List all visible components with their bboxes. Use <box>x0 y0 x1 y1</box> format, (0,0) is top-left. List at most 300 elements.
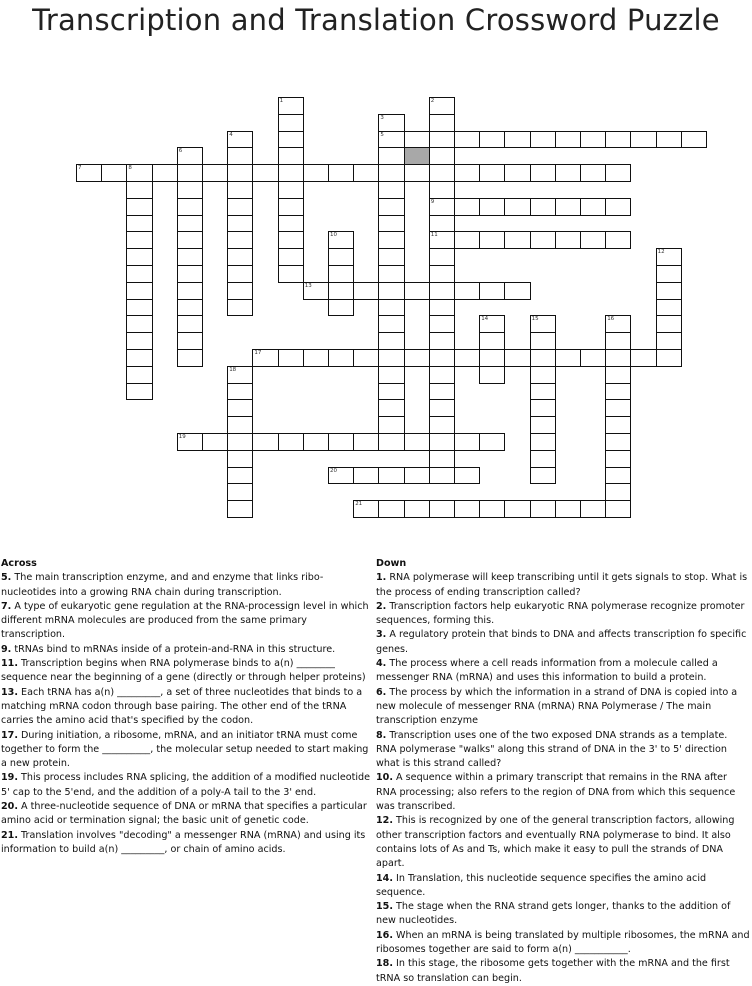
grid-cell[interactable] <box>303 164 329 182</box>
grid-cell[interactable] <box>479 282 505 300</box>
grid-cell[interactable] <box>378 500 404 518</box>
grid-cell[interactable] <box>378 198 404 216</box>
grid-cell[interactable] <box>404 164 430 182</box>
grid-cell[interactable] <box>404 433 430 451</box>
clue-text: This process includes RNA splicing, the addition of a modified nucleotide 5' cap to the 5'end, and the addition of a poly-A tail to the 3' end. <box>1 772 371 798</box>
grid-cell[interactable] <box>227 383 253 401</box>
grid-cell[interactable] <box>605 450 631 468</box>
clue-text: A sequence within a primary transcript that remains in the RNA after RNA processing; also refers to the region of DNA from which this sequence was transcribed. <box>376 772 736 813</box>
grid-cell[interactable] <box>479 349 505 367</box>
grid-cell[interactable] <box>126 299 152 317</box>
grid-cell[interactable] <box>303 282 329 300</box>
grid-cell[interactable] <box>126 282 152 300</box>
clue-text: When an mRNA is being translated by multiple ribosomes, the mRNA and ribosomes together are said to form a(n) ___________. <box>376 929 750 956</box>
clue-text: A three-nucleotide sequence of DNA or mRNA that specifies a particular amino acid or termination signal; the basic unit of genetic code. <box>1 801 367 827</box>
grid-cell[interactable] <box>278 147 304 165</box>
across-clue-list <box>1 571 373 857</box>
grid-cell[interactable] <box>429 231 455 249</box>
down-clue <box>376 929 750 958</box>
grid-cell[interactable] <box>378 467 404 485</box>
grid-cell[interactable] <box>252 164 278 182</box>
grid-cell[interactable] <box>303 349 329 367</box>
clue-number: 5 <box>380 131 384 138</box>
grid-cell[interactable] <box>227 500 253 518</box>
grid-cell[interactable] <box>479 366 505 384</box>
grid-cell[interactable] <box>227 399 253 417</box>
grid-cell[interactable] <box>605 483 631 501</box>
grid-cell[interactable] <box>555 500 581 518</box>
grid-cell[interactable] <box>378 131 404 149</box>
grid-cell[interactable] <box>656 131 682 149</box>
grid-cell[interactable] <box>378 366 404 384</box>
grid-cell[interactable] <box>681 131 707 149</box>
grid-cell[interactable] <box>605 433 631 451</box>
clue-number: 12. <box>376 815 393 827</box>
down-clue <box>376 571 750 600</box>
grid-cell[interactable] <box>177 433 203 451</box>
grid-cell[interactable] <box>126 198 152 216</box>
clue-number: 15 <box>531 316 539 323</box>
grid-cell[interactable] <box>378 416 404 434</box>
grid-cell[interactable] <box>227 416 253 434</box>
grid-cell[interactable] <box>555 131 581 149</box>
clue-number: 1. <box>376 572 387 584</box>
grid-cell[interactable] <box>152 164 178 182</box>
grid-cell[interactable] <box>378 299 404 317</box>
grid-cell[interactable] <box>429 198 455 216</box>
grid-cell[interactable] <box>177 265 203 283</box>
grid-cell[interactable] <box>429 164 455 182</box>
grid-cell[interactable] <box>177 315 203 333</box>
grid-cell[interactable] <box>530 164 556 182</box>
grid-cell[interactable] <box>429 181 455 199</box>
grid-cell[interactable] <box>605 383 631 401</box>
grid-cell[interactable] <box>227 299 253 317</box>
grid-cell[interactable] <box>353 282 379 300</box>
grid-cell[interactable] <box>580 231 606 249</box>
clue-number: 3 <box>380 114 384 121</box>
grid-cell[interactable] <box>378 265 404 283</box>
grid-cell[interactable] <box>429 147 455 165</box>
grid-cell[interactable] <box>605 349 631 367</box>
clue-number: 13. <box>1 686 18 698</box>
grid-cell[interactable] <box>479 433 505 451</box>
clue-number: 10. <box>376 772 393 784</box>
clue-number: 14. <box>376 872 393 884</box>
grid-cell[interactable] <box>227 164 253 182</box>
clue-number: 14 <box>481 316 489 323</box>
across-clue <box>1 571 373 600</box>
grid-cell[interactable] <box>656 315 682 333</box>
grid-cell[interactable] <box>278 248 304 266</box>
grid-cell[interactable] <box>328 231 354 249</box>
grid-cell[interactable] <box>605 131 631 149</box>
down-clue <box>376 900 750 929</box>
grid-cell[interactable] <box>353 467 379 485</box>
grid-cell[interactable] <box>656 299 682 317</box>
grid-cell[interactable] <box>378 315 404 333</box>
across-clue <box>1 657 373 686</box>
grid-cell[interactable] <box>328 282 354 300</box>
grid-cell[interactable] <box>252 349 278 367</box>
grid-cell[interactable] <box>378 215 404 233</box>
grid-cell[interactable] <box>126 366 152 384</box>
down-clue <box>376 872 750 901</box>
clue-number: 2 <box>430 98 435 104</box>
grid-cell[interactable] <box>454 231 480 249</box>
clue-number: 17 <box>254 350 262 356</box>
clue-number: 9. <box>1 643 12 655</box>
down-clue <box>376 600 750 629</box>
grid-cell[interactable] <box>227 131 253 149</box>
grid-cell[interactable] <box>227 483 253 501</box>
grid-cell[interactable] <box>328 265 354 283</box>
grid-cell[interactable] <box>227 147 253 165</box>
grid-cell[interactable] <box>404 467 430 485</box>
grid-cell[interactable] <box>429 366 455 384</box>
grid-cell[interactable] <box>278 181 304 199</box>
grid-cell[interactable] <box>126 349 152 367</box>
clue-number: 21. <box>1 829 18 841</box>
grid-cell[interactable] <box>278 198 304 216</box>
grid-cell[interactable] <box>530 500 556 518</box>
clue-number: 11. <box>1 658 18 670</box>
clue-text: RNA polymerase will keep transcribing until it gets signals to stop. What is the process of ending transcription called? <box>376 572 748 598</box>
down-clue-list <box>376 571 750 986</box>
grid-cell[interactable] <box>605 164 631 182</box>
grid-cell[interactable] <box>177 231 203 249</box>
grid-cell[interactable] <box>605 315 631 333</box>
grid-cell[interactable] <box>278 164 304 182</box>
grid-cell[interactable] <box>479 231 505 249</box>
grid-cell[interactable] <box>429 349 455 367</box>
grid-cell[interactable] <box>429 215 455 233</box>
grid-cell[interactable] <box>177 198 203 216</box>
grid-cell[interactable] <box>454 349 480 367</box>
grid-cell[interactable] <box>328 349 354 367</box>
clue-number: 6 <box>178 148 183 155</box>
grid-cell[interactable] <box>429 131 455 149</box>
clue-number: 3. <box>376 629 387 641</box>
grid-cell[interactable] <box>504 349 530 367</box>
grid-cell[interactable] <box>227 282 253 300</box>
grid-cell[interactable] <box>454 198 480 216</box>
clue-text: Transcription begins when RNA polymerase binds to a(n) ________ sequence near the beginning of a gene (directly or through helper proteins) <box>1 658 366 684</box>
grid-cell[interactable] <box>504 500 530 518</box>
grid-cell[interactable] <box>353 433 379 451</box>
grid-cell[interactable] <box>454 282 480 300</box>
grid-cell[interactable] <box>328 164 354 182</box>
across-clues <box>1 557 373 857</box>
grid-cell[interactable] <box>227 248 253 266</box>
down-clue <box>376 729 750 772</box>
grid-cell[interactable] <box>227 231 253 249</box>
grid-cell[interactable] <box>555 349 581 367</box>
clue-number: 9 <box>430 198 435 205</box>
grid-cell[interactable] <box>429 416 455 434</box>
grid-cell[interactable] <box>378 282 404 300</box>
grid-cell[interactable] <box>429 500 455 518</box>
grid-cell[interactable] <box>479 164 505 182</box>
grid-cell[interactable] <box>177 349 203 367</box>
grid-cell[interactable] <box>530 433 556 451</box>
grid-cell[interactable] <box>429 383 455 401</box>
grid-cell[interactable] <box>177 181 203 199</box>
grid-cell[interactable] <box>227 215 253 233</box>
grid-cell[interactable] <box>479 315 505 333</box>
grid-cell[interactable] <box>479 198 505 216</box>
grid-cell[interactable] <box>504 198 530 216</box>
grid-cell[interactable] <box>580 349 606 367</box>
grid-cell[interactable] <box>404 349 430 367</box>
down-clue <box>376 771 750 814</box>
shaded-cell <box>404 147 430 165</box>
grid-cell[interactable] <box>177 299 203 317</box>
grid-cell[interactable] <box>278 215 304 233</box>
grid-cell[interactable] <box>429 433 455 451</box>
grid-cell[interactable] <box>404 282 430 300</box>
clue-text: tRNAs bind to mRNAs inside of a protein-and-RNA in this structure. <box>11 643 336 655</box>
grid-cell[interactable] <box>227 181 253 199</box>
grid-cell[interactable] <box>378 383 404 401</box>
grid-cell[interactable] <box>404 131 430 149</box>
clue-text: The process where a cell reads information from a molecule called a messenger RNA (mRNA) and uses this information to build a protein. <box>376 658 718 684</box>
clue-text: During initiation, a ribosome, mRNA, and an initiator tRNA must come together to form the __________, the molecular setup needed to start making a new protein. <box>1 729 369 770</box>
clue-number: 16 <box>607 316 615 323</box>
down-clue <box>376 657 750 686</box>
grid-cell[interactable] <box>101 164 127 182</box>
grid-cell[interactable] <box>479 332 505 350</box>
grid-cell[interactable] <box>202 433 228 451</box>
grid-cell[interactable] <box>605 399 631 417</box>
grid-cell[interactable] <box>177 147 203 165</box>
grid-cell[interactable] <box>227 366 253 384</box>
grid-cell[interactable] <box>605 231 631 249</box>
grid-cell[interactable] <box>630 349 656 367</box>
clue-number: 6. <box>376 686 387 698</box>
grid-cell[interactable] <box>126 231 152 249</box>
grid-cell[interactable] <box>278 97 304 115</box>
grid-cell[interactable] <box>429 248 455 266</box>
clue-text: Transcription uses one of the two exposed DNA strands as a template. RNA polymerase "walks" along this strand of DNA in the 3' to 5' direction what is this strand called? <box>376 729 728 770</box>
grid-cell[interactable] <box>580 131 606 149</box>
grid-cell[interactable] <box>126 315 152 333</box>
crossword-grid <box>76 97 716 522</box>
grid-cell[interactable] <box>530 231 556 249</box>
grid-cell[interactable] <box>278 131 304 149</box>
grid-cell[interactable] <box>580 500 606 518</box>
grid-cell[interactable] <box>605 467 631 485</box>
clue-text: Each tRNA has a(n) _________, a set of three nucleotides that binds to a matching mRNA codon through base pairing. The other end of the tRNA carries the amino acid that's specified by the codon. <box>1 686 363 727</box>
across-clue <box>1 686 373 729</box>
grid-cell[interactable] <box>504 164 530 182</box>
clue-number: 12 <box>657 249 665 256</box>
grid-cell[interactable] <box>177 248 203 266</box>
grid-cell[interactable] <box>429 332 455 350</box>
grid-cell[interactable] <box>227 467 253 485</box>
grid-cell[interactable] <box>177 164 203 182</box>
grid-cell[interactable] <box>530 416 556 434</box>
grid-cell[interactable] <box>378 147 404 165</box>
grid-cell[interactable] <box>555 198 581 216</box>
down-clue <box>376 957 750 986</box>
grid-cell[interactable] <box>429 265 455 283</box>
clue-number: 19 <box>178 434 186 440</box>
grid-cell[interactable] <box>580 198 606 216</box>
grid-cell[interactable] <box>76 164 102 182</box>
grid-cell[interactable] <box>126 215 152 233</box>
grid-cell[interactable] <box>328 299 354 317</box>
grid-cell[interactable] <box>278 231 304 249</box>
clue-number: 8 <box>128 165 132 172</box>
grid-cell[interactable] <box>126 383 152 401</box>
grid-cell[interactable] <box>378 114 404 132</box>
clue-number: 2. <box>376 600 387 612</box>
grid-cell[interactable] <box>328 467 354 485</box>
grid-cell[interactable] <box>530 383 556 401</box>
grid-cell[interactable] <box>656 282 682 300</box>
grid-cell[interactable] <box>353 164 379 182</box>
grid-cell[interactable] <box>504 231 530 249</box>
grid-cell[interactable] <box>555 164 581 182</box>
grid-cell[interactable] <box>605 366 631 384</box>
across-clue <box>1 829 373 858</box>
grid-cell[interactable] <box>454 131 480 149</box>
grid-cell[interactable] <box>454 500 480 518</box>
grid-cell[interactable] <box>126 248 152 266</box>
grid-cell[interactable] <box>656 332 682 350</box>
clue-number: 7. <box>1 600 12 612</box>
grid-cell[interactable] <box>378 248 404 266</box>
grid-cell[interactable] <box>227 265 253 283</box>
grid-cell[interactable] <box>328 433 354 451</box>
down-heading: Down <box>376 558 407 569</box>
grid-cell[interactable] <box>227 450 253 468</box>
grid-cell[interactable] <box>454 433 480 451</box>
grid-cell[interactable] <box>605 416 631 434</box>
grid-cell[interactable] <box>177 282 203 300</box>
grid-cell[interactable] <box>429 97 455 115</box>
grid-cell[interactable] <box>227 198 253 216</box>
grid-cell[interactable] <box>378 399 404 417</box>
across-clue <box>1 771 373 800</box>
clue-number: 11 <box>430 232 438 239</box>
grid-cell[interactable] <box>656 265 682 283</box>
grid-cell[interactable] <box>656 248 682 266</box>
clue-number: 8. <box>376 729 387 741</box>
across-clue <box>1 600 373 643</box>
grid-cell[interactable] <box>605 332 631 350</box>
grid-cell[interactable] <box>378 231 404 249</box>
grid-cell[interactable] <box>429 299 455 317</box>
grid-cell[interactable] <box>328 248 354 266</box>
clue-text: In this stage, the ribosome gets together with the mRNA and the first tRNA so translation can begin. <box>376 958 730 984</box>
grid-cell[interactable] <box>126 265 152 283</box>
grid-cell[interactable] <box>404 500 430 518</box>
down-clue <box>376 628 750 657</box>
clue-number: 18 <box>229 366 237 373</box>
across-clue <box>1 729 373 772</box>
clue-number: 20. <box>1 801 18 813</box>
clue-text: This is recognized by one of the general transcription factors, allowing other transcription factors and eventually RNA polymerase to bind. It also contains lots of As and Ts, which make it easy to pull the strands of DNA apart. <box>376 815 735 870</box>
grid-cell[interactable] <box>504 131 530 149</box>
clue-number: 21 <box>355 501 363 508</box>
grid-cell[interactable] <box>530 467 556 485</box>
clue-text: The stage when the RNA strand gets longer, thanks to the addition of new nucleotides. <box>376 901 731 927</box>
grid-cell[interactable] <box>353 349 379 367</box>
grid-cell[interactable] <box>530 450 556 468</box>
clue-number: 13 <box>304 282 312 289</box>
grid-cell[interactable] <box>278 114 304 132</box>
grid-cell[interactable] <box>177 332 203 350</box>
grid-cell[interactable] <box>504 282 530 300</box>
grid-cell[interactable] <box>656 349 682 367</box>
grid-cell[interactable] <box>278 265 304 283</box>
grid-cell[interactable] <box>454 164 480 182</box>
grid-cell[interactable] <box>530 399 556 417</box>
grid-cell[interactable] <box>278 349 304 367</box>
grid-cell[interactable] <box>378 164 404 182</box>
grid-cell[interactable] <box>252 433 278 451</box>
grid-cell[interactable] <box>530 198 556 216</box>
clue-text: A regulatory protein that binds to DNA and affects transcription fo specific genes. <box>376 629 747 655</box>
clue-text: Translation involves "decoding" a messenger RNA (mRNA) and using its information to build a(n) _________, or chain of amino acids. <box>1 829 366 855</box>
grid-cell[interactable] <box>429 467 455 485</box>
grid-cell[interactable] <box>630 131 656 149</box>
down-clue <box>376 686 750 729</box>
grid-cell[interactable] <box>202 164 228 182</box>
grid-cell[interactable] <box>454 467 480 485</box>
grid-cell[interactable] <box>378 181 404 199</box>
grid-cell[interactable] <box>530 332 556 350</box>
down-clues <box>376 557 750 986</box>
grid-cell[interactable] <box>479 500 505 518</box>
across-clue <box>1 643 373 657</box>
grid-cell[interactable] <box>378 349 404 367</box>
grid-cell[interactable] <box>429 450 455 468</box>
clue-text: The process by which the information in a strand of DNA is copied into a new molecule of messenger RNA (mRNA) RNA Polymerase / The main transcription enzyme <box>376 686 738 727</box>
clue-number: 16. <box>376 929 393 941</box>
grid-cell[interactable] <box>555 231 581 249</box>
clue-number: 19. <box>1 772 18 784</box>
clue-text: In Translation, this nucleotide sequence specifies the amino acid sequence. <box>376 872 707 898</box>
grid-cell[interactable] <box>227 433 253 451</box>
grid-cell[interactable] <box>126 181 152 199</box>
grid-cell[interactable] <box>353 500 379 518</box>
grid-cell[interactable] <box>429 282 455 300</box>
grid-cell[interactable] <box>126 332 152 350</box>
clue-number: 4 <box>229 131 233 138</box>
grid-cell[interactable] <box>429 315 455 333</box>
grid-cell[interactable] <box>580 164 606 182</box>
grid-cell[interactable] <box>530 131 556 149</box>
grid-cell[interactable] <box>530 349 556 367</box>
grid-cell[interactable] <box>126 164 152 182</box>
grid-cell[interactable] <box>177 215 203 233</box>
grid-cell[interactable] <box>378 332 404 350</box>
grid-cell[interactable] <box>605 198 631 216</box>
grid-cell[interactable] <box>530 315 556 333</box>
grid-cell[interactable] <box>429 399 455 417</box>
grid-cell[interactable] <box>605 500 631 518</box>
grid-cell[interactable] <box>479 131 505 149</box>
grid-cell[interactable] <box>530 366 556 384</box>
grid-cell[interactable] <box>378 433 404 451</box>
grid-cell[interactable] <box>303 433 329 451</box>
grid-cell[interactable] <box>429 114 455 132</box>
across-clue <box>1 800 373 829</box>
grid-cell[interactable] <box>278 433 304 451</box>
